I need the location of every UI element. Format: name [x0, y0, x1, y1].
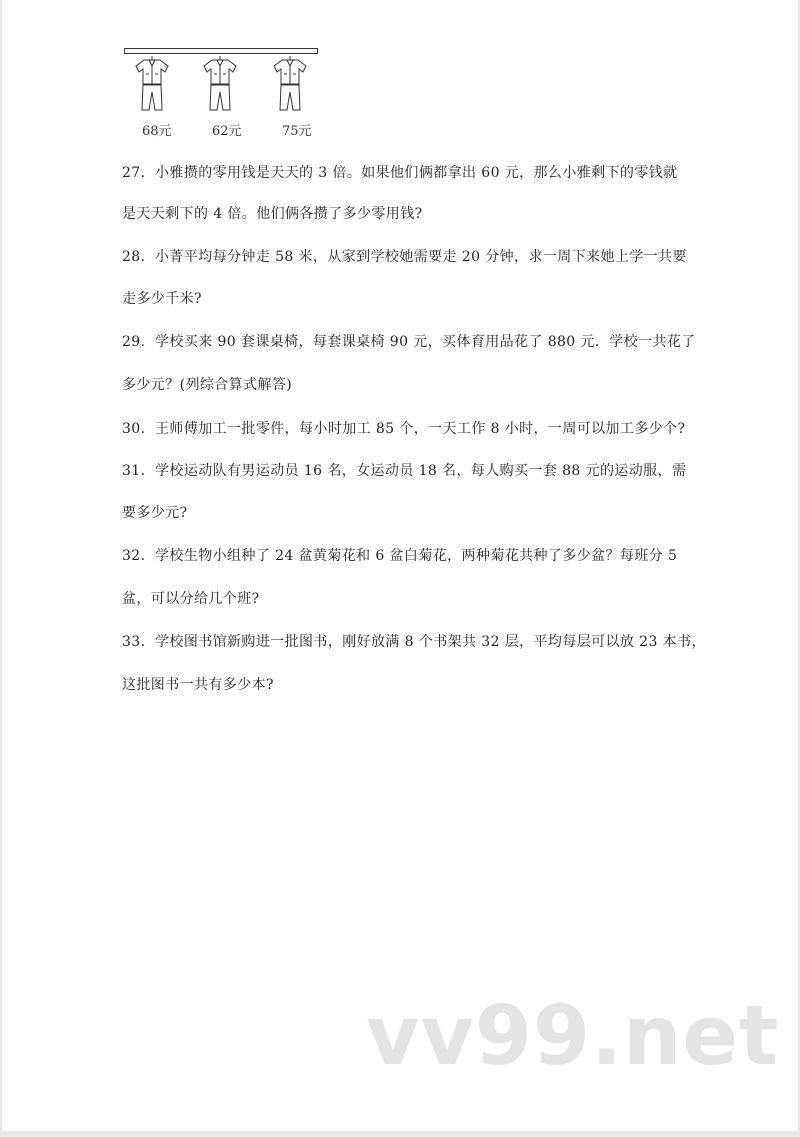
question-line: 要多少元?	[122, 505, 188, 521]
question-28	[122, 247, 687, 309]
question-line: 31．学校运动队有男运动员 16 名，女运动员 18 名，每人购买一套 88 元的运动服，需	[122, 463, 687, 479]
question-line: 27．小雅攒的零用钱是天天的 3 倍。如果他们俩都拿出 60 元，那么小雅剩下的零钱就	[122, 165, 678, 181]
question-line: 28．小菁平均每分钟走 58 米，从家到学校她需要走 20 分钟，求一周下来她上学一共要	[122, 249, 687, 265]
price-label: 68元	[142, 124, 172, 139]
question-line: 32．学校生物小组种了 24 盆黄菊花和 6 盆白菊花，两种菊花共种了多少盆？每班分 5	[122, 548, 678, 564]
page-edge-bottom	[0, 1131, 800, 1137]
outfit-icon	[198, 54, 242, 114]
clothing-rack-figure	[122, 44, 322, 140]
question-32	[122, 546, 682, 609]
question-line: 是天天剩下的 4 倍。他们俩各攒了多少零用钱?	[122, 206, 423, 222]
watermark: vv99.net	[366, 989, 780, 1084]
question-line: 这批图书一共有多少本?	[122, 677, 274, 693]
question-line: 多少元？(列综合算式解答)	[122, 377, 293, 393]
question-line: 30．王师傅加工一批零件，每小时加工 85 个，一天工作 8 小时，一周可以加工多少个?	[122, 421, 686, 437]
question-27	[122, 163, 682, 224]
question-31	[122, 461, 687, 523]
question-line: 33．学校图书馆新购进一批图书，刚好放满 8 个书架共 32 层，平均每层可以放 23 本书，	[122, 634, 706, 650]
price-label: 75元	[282, 124, 312, 139]
question-33	[122, 632, 706, 695]
outfit-icon	[130, 54, 174, 114]
question-line: 盆，可以分给几个班?	[122, 591, 260, 607]
question-29	[122, 332, 696, 395]
question-line: 29．学校买来 90 套课桌椅，每套课桌椅 90 元，买体育用品花了 880 元．学校一共花了	[122, 334, 696, 350]
outfit-icon	[268, 54, 312, 114]
question-line: 走多少千米?	[122, 291, 202, 307]
question-30	[122, 419, 686, 439]
price-label: 62元	[212, 124, 242, 139]
page-edge-left	[0, 0, 2, 1137]
